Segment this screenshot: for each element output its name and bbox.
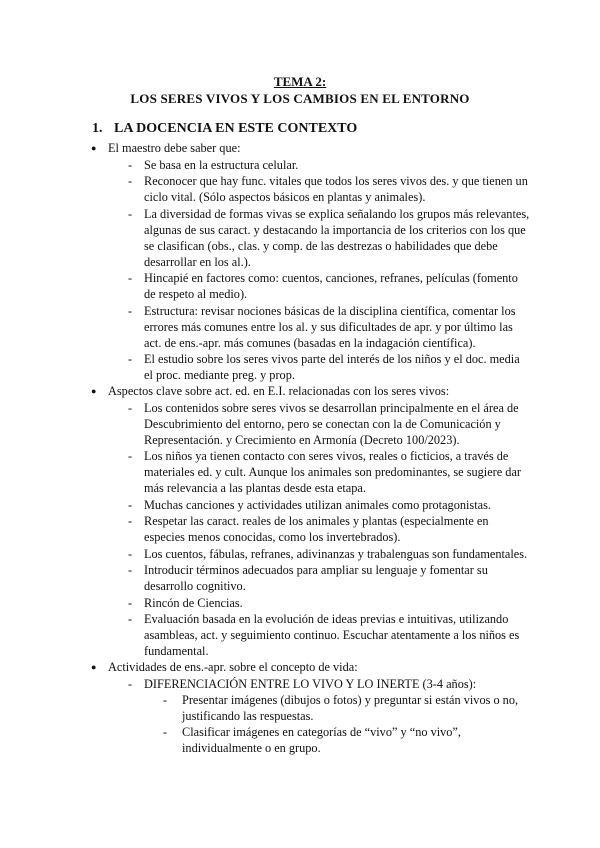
bullet-item — [0, 140, 600, 156]
bullet-item — [0, 659, 600, 675]
dash-item — [0, 546, 600, 562]
bullet-text: Actividades de ens.-apr. sobre el concepto de vida: — [108, 660, 358, 674]
sub-dash-text: Clasificar imágenes en categorías de “vivo” y “no vivo”, individualmente o en grupo. — [182, 724, 461, 755]
dash-text: Reconocer que hay func. vitales que todos los seres vivos des. y que tienen un ciclo vital. (Sólo aspectos básicos en plantas y animales). — [144, 174, 528, 204]
dash-text: Introducir términos adecuados para ampliar su lenguaje y fomentar su desarrollo cognitivo. — [144, 563, 488, 593]
dash-text: Rincón de Ciencias. — [144, 595, 243, 610]
dash-icon: - — [128, 271, 133, 285]
dash-icon: - — [128, 546, 133, 561]
sub-dash-text: Presentar imágenes (dibujos o fotos) y preguntar si están vivos o no, justificando las respuestas. — [182, 692, 519, 723]
bullet-text: Aspectos clave sobre act. ed. en E.I. relacionadas con los seres vivos: — [108, 384, 450, 398]
bullet-icon: ● — [91, 143, 97, 153]
dash-icon: - — [128, 303, 133, 318]
dash-text: El estudio sobre los seres vivos parte del interés de los niños y el doc. media el proc. mediante preg. y prop. — [144, 352, 520, 382]
dash-item — [0, 270, 600, 302]
dash-text: DIFERENCIACIÓN ENTRE LO VIVO Y LO INERTE (3-4 años): — [144, 676, 477, 691]
dash-item — [0, 351, 600, 383]
topic-number: TEMA 2: — [273, 74, 327, 89]
section-title: LA DOCENCIA EN ESTE CONTEXTO — [114, 121, 358, 136]
dash-item — [0, 400, 600, 448]
dash-icon: - — [128, 563, 133, 577]
bullet-icon: ● — [91, 386, 97, 396]
dash-icon: - — [128, 206, 133, 221]
dash-text: Estructura: revisar nociones básicas de la disciplina científica, comentar los errores más comunes entre los al. y sus dificultades de apr. y por último las act. de ens.-apr. más comunes (basadas en la indagación científica). — [144, 303, 516, 350]
bullet-text: El maestro debe saber que: — [108, 141, 241, 155]
dash-text: Los cuentos, fábulas, refranes, adivinanzas y trabalenguas son fundamentales. — [144, 546, 528, 561]
dash-text: Se basa en la estructura celular. — [144, 157, 299, 172]
dash-text: Evaluación basada en la evolución de ideas previas e intuitivas, utilizando asambleas, act. y seguimiento continuo. Escuchar atentamente a los niños es fundamental. — [144, 612, 520, 658]
dash-text: La diversidad de formas vivas se explica señalando los grupos más relevantes, algunas de sus caract. y destacando la importancia de los criterios con los que se clasifican (obs., clas. y comp. de las destrezas o habilidades que debe desarrollar en los al.). — [144, 206, 530, 269]
dash-item — [0, 303, 600, 351]
dash-text: Hincapié en factores como: cuentos, canciones, refranes, películas (fomento de respeto al medio). — [144, 271, 518, 301]
dash-icon: - — [128, 595, 133, 610]
dash-icon: - — [128, 497, 133, 512]
section-number: 1. — [92, 121, 103, 136]
dash-item — [0, 206, 600, 270]
bullet-icon: ● — [91, 662, 97, 672]
dash-text: Muchas canciones y actividades utilizan animales como protagonistas. — [144, 497, 491, 512]
dash-icon: - — [128, 514, 133, 528]
dash-text: Los contenidos sobre seres vivos se desarrollan principalmente en el área de Descubrimiento del entorno, pero se conectan con la de Comunicación y Representación. y Crecimiento en Armonía (Decreto 100/2023). — [144, 400, 519, 447]
dash-item — [0, 157, 600, 173]
dash-item — [0, 676, 600, 692]
sub-dash-item — [0, 724, 600, 756]
dash-item — [0, 173, 600, 205]
dash-item — [0, 595, 600, 611]
dash-icon: - — [128, 352, 133, 366]
sub-dash-item — [0, 692, 600, 724]
dash-item — [0, 497, 600, 513]
dash-icon: - — [163, 692, 168, 707]
dash-icon: - — [128, 174, 133, 188]
dash-icon: - — [128, 449, 133, 463]
dash-icon: - — [163, 724, 168, 739]
bullet-item — [0, 383, 600, 399]
dash-item — [0, 448, 600, 496]
topic-title: LOS SERES VIVOS Y LOS CAMBIOS EN EL ENTORNO — [130, 91, 470, 106]
dash-text: Los niños ya tienen contacto con seres vivos, reales o ficticios, a través de materiales ed. y cult. Aunque los animales son predominantes, se sugiere dar más relevancia a las plantas desde esta etapa. — [144, 449, 522, 495]
dash-icon: - — [128, 400, 133, 415]
dash-icon: - — [128, 157, 133, 172]
dash-text: Respetar las caract. reales de los animales y plantas (especialmente en especies menos conocidas, como los invertebrados). — [144, 514, 489, 544]
dash-icon: - — [128, 612, 133, 626]
dash-item — [0, 562, 600, 594]
section-heading — [92, 121, 357, 137]
content-body — [0, 140, 600, 756]
dash-item — [0, 513, 600, 545]
dash-icon: - — [128, 676, 133, 691]
dash-item — [0, 611, 600, 659]
